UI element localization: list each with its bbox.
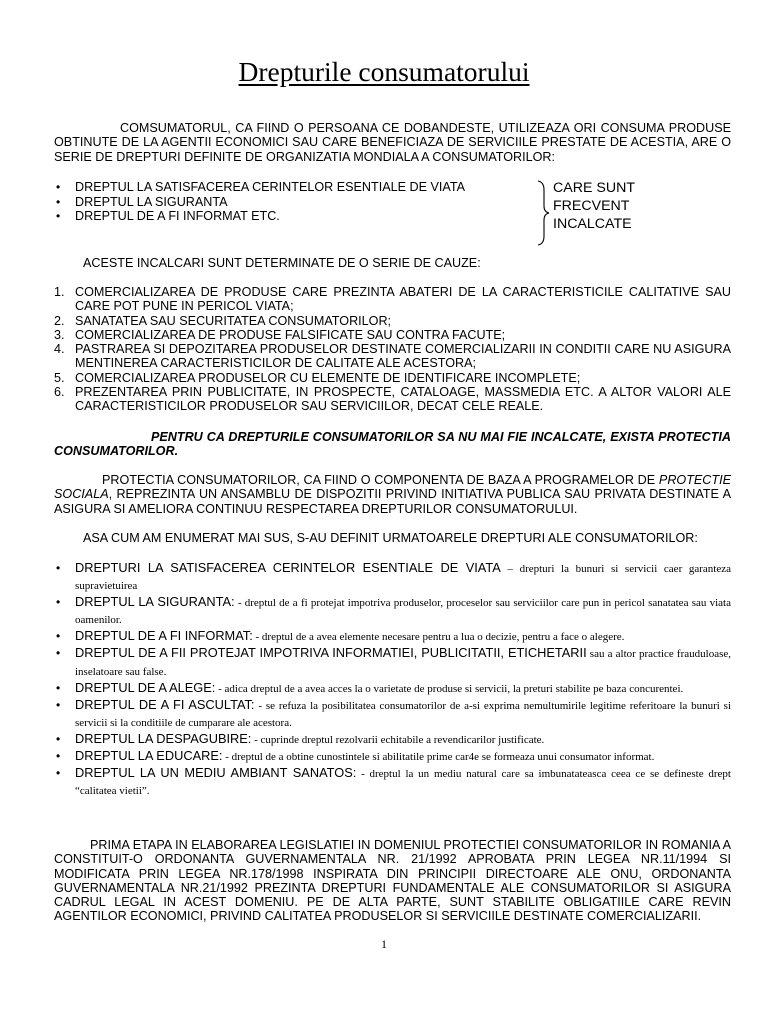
bullet-icon: • (56, 646, 61, 661)
protection-statement: PENTRU CA DREPTURILE CONSUMATORILOR SA NU MAI FIE INCALCATE, EXISTA PROTECTIA CONSUMATORILOR. (54, 430, 731, 459)
list-item: • DREPTUL LA EDUCARE: - dreptul de a obtine cunostintele si abilitatile prime car4e se formeaza unui consumator informat. (56, 748, 655, 764)
bullet-icon: • (56, 697, 61, 712)
list-item: • DREPTUL DE A FII PROTEJAT IMPOTRIVA INFORMATIEI, PUBLICITATII, ETICHETARII sau a altor practice frauduloase, inselatoare sau false. (56, 645, 731, 678)
list-item: • DREPTUL LA SIGURANTA (56, 194, 228, 209)
protection-definition: PROTECTIA CONSUMATORILOR, CA FIIND O COMPONENTA DE BAZA A PROGRAMELOR DE PROTECTIE SOCIALA, REPREZINTA UN ANSAMBLU DE DISPOZITII PRIVIND INITIATIVA PUBLICA SAU PRIVATA DESTINATE A ASIGURA SI AMELIORA CONTINUU RESPECTAREA DREPTURILOR CONSUMATORULUI. (54, 473, 731, 516)
list-item: • DREPTUL DE A FI INFORMAT: - dreptul de a avea elemente necesare pentru a lua o decizie, pentru a face o alegere. (56, 628, 625, 644)
bullet-icon: • (56, 766, 61, 781)
list-item: 1. COMERCIALIZAREA DE PRODUSE CARE PREZINTA ABATERI DE LA CARACTERISTICILE CALITATIVE SAU CARE POT PUNE IN PERICOL VIATA; (54, 285, 731, 314)
causes-list (54, 285, 731, 414)
bullet-icon: • (56, 680, 61, 695)
bullet-icon: • (56, 749, 61, 764)
list-item: • DREPTUL DE A FI ASCULTAT: - se refuza la posibilitatea consumatorilor de a-si exprima nemultumirile legitime referitoare la bunuri si servicii si la conditiile de cumparare ale acestora. (56, 696, 732, 729)
list-item: • DREPTURI LA SATISFACEREA CERINTELOR ESENTIALE DE VIATA – drepturi la bunuri si servicii caer garanteza supravietuirea (56, 560, 731, 593)
rights-intro: ASA CUM AM ENUMERAT MAI SUS, S-AU DEFINIT URMATOARELE DREPTURI ALE CONSUMATORILOR: (83, 531, 698, 545)
bullet-icon: • (56, 561, 61, 575)
bullet-icon: • (56, 629, 61, 644)
list-item: • DREPTUL DE A ALEGE: - adica dreptul de a avea acces la o varietate de produse si servicii, la preturi stabilite pe baza concurentei. (56, 679, 684, 695)
list-item: • DREPTUL LA UN MEDIU AMBIANT SANATOS: - dreptul la un mediu natural care sa imbunatateasca ceea ce se defineste drept “calitatea vietii”. (56, 765, 731, 798)
legislation-paragraph: PRIMA ETAPA IN ELABORAREA LEGISLATIEI IN DOMENIUL PROTECTIEI CONSUMATORILOR IN ROMANIA A CONSTITUIT-O ORDONANTA GUVERNAMENTALA NR. 21/1992 APROBATA PRIN LEGEA NR.11/1994 SI MODIFICATA PRIN LEGEA NR.178/1998 INSPIRATA DIN PRINCIPII DIRECTOARE ALE ONU, ORDONANTA GUVERNAMENTALA NR.21/1992 PREZINTA DREPTURI FUNDAMENTALE ALE CONSUMATORILOR SI ASIGURA CADRUL LEGAL IN ACEST DOMENIU. PE DE ALTA PARTE, SUNT STABILITE OBLIGATIILE CARE REVIN AGENTILOR ECONOMICI, PRIVIND CALITATEA PRODUSELOR SI SERVICIILE DESTINATE COMERCIALIZARII. (54, 838, 731, 924)
bullet-icon: • (56, 595, 61, 610)
list-item: 3. COMERCIALIZAREA DE PRODUSE FALSIFICATE SAU CONTRA FACUTE; (54, 327, 506, 342)
bullet-icon: • (56, 194, 61, 209)
document-title: Drepturile consumatorului (238, 56, 530, 87)
intro-paragraph (54, 121, 731, 164)
protection-social-term: PROTECTIE SOCIALA (54, 473, 731, 502)
causes-intro: ACESTE INCALCARI SUNT DETERMINATE DE O SERIE DE CAUZE: (83, 256, 481, 270)
list-item: 5. COMERCIALIZAREA PRODUSELOR CU ELEMENTE DE IDENTIFICARE INCOMPLETE; (54, 370, 581, 385)
list-item: • DREPTUL LA SIGURANTA: - dreptul de a fi protejat impotriva produselor, proceselor sau serviciilor care pun in pericol sanatatea sau viata oamenilor. (56, 594, 731, 627)
bullet-icon: • (56, 209, 61, 224)
list-item: • DREPTUL LA DESPAGUBIRE: - cuprinde dreptul rezolvarii echitabile a revendicarilor justificate. (56, 730, 545, 746)
page-number: 1 (381, 937, 387, 951)
curly-brace-icon (536, 180, 550, 246)
list-item: 2. SANATATEA SAU SECURITATEA CONSUMATORILOR; (54, 313, 392, 328)
list-item: • DREPTUL LA SATISFACEREA CERINTELOR ESENTIALE DE VIATA (56, 180, 466, 194)
list-item: 6. PREZENTAREA PRIN PUBLICITATE, IN PROSPECTE, CATALOAGE, MASSMEDIA ETC. A ALTOR VALORI ALE CARACTERISTICILOR PRODUSELOR SAU SERVICIILOR, DECAT CELE REALE. (54, 385, 731, 414)
list-item: 4. PASTRAREA SI DEPOZITAREA PRODUSELOR DESTINATE COMERCIALIZARII IN CONDITII CARE NU ASIGURA MENTINEREA CARACTERISTICILOR DE CALITATE ALE ACESTORA; (54, 342, 731, 371)
intro-text: COMSUMATORUL, CA FIIND O PERSOANA CE DOBANDESTE, UTILIZEAZA ORI CONSUMA PRODUSE OBTINUTE DE LA AGENTII ECONOMICI SAU CARE BENEFICIAZA DE SERVICIILE PRESTATE DE ACESTIA, ARE O SERIE DE DREPTURI DEFINITE DE ORGANIZATIA MONDIALA A CONSUMATORILOR: (54, 121, 731, 164)
consumer-rights-list (54, 560, 731, 799)
bullet-icon: • (56, 731, 61, 746)
list-item: • DREPTUL DE A FI INFORMAT ETC. (56, 209, 280, 224)
brace-annotation: CARE SUNT FRECVENT INCALCATE (553, 180, 635, 232)
bullet-icon: • (56, 180, 61, 194)
